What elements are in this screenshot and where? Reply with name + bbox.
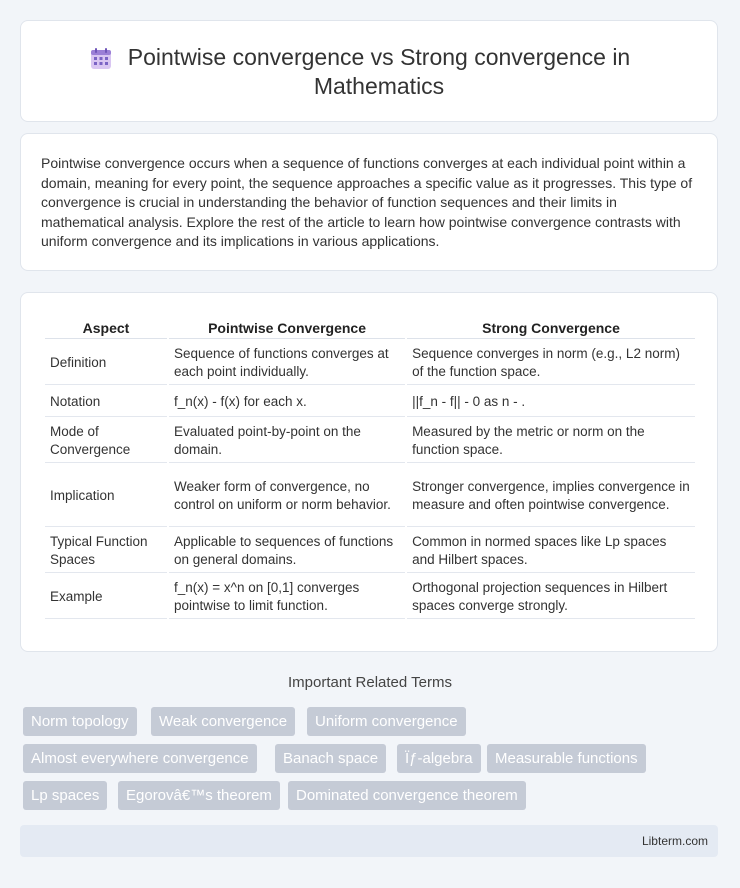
header-strong: Strong Convergence [407,317,695,339]
row-pointwise: f_n(x) - f(x) for each x. [169,387,405,417]
table-header-row [45,317,695,339]
table-row [45,575,695,619]
row-aspect: Implication [45,465,167,527]
row-pointwise: Evaluated point-by-point on the domain. [169,419,405,463]
footer-site-name[interactable]: Libterm.com [641,834,708,848]
intro-paragraph: Pointwise convergence occurs when a sequence of functions converges at each individual point within a domain, meaning for every point, the sequence approaches a specific value as it progresses. This type of convergence is crucial in understanding the behavior of function sequences and their limits in mathematical analysis. Explore the rest of the article to learn how pointwise convergence contrasts with uniform convergence and its implications in various applications. [41,155,693,249]
row-strong: ||f_n - f|| - 0 as n - . [407,387,695,417]
page-title-line-2: Mathematics [313,73,445,99]
table-row [45,465,695,527]
tag-norm-topology[interactable]: Norm topology [23,707,137,736]
tag-weak-convergence[interactable]: Weak convergence [151,707,295,736]
header-aspect: Aspect [45,317,167,339]
tag-measurable-functions[interactable]: Measurable functions [487,744,646,773]
row-pointwise: Sequence of functions converges at each point individually. [169,341,405,385]
comparison-table [43,315,697,621]
title-card [20,20,718,122]
row-pointwise: f_n(x) = x^n on [0,1] converges pointwise to limit function. [169,575,405,619]
page-title-line-1: Pointwise convergence vs Strong convergence in [127,44,631,70]
tag-sigma-algebra[interactable]: Ïƒ-algebra [397,744,481,773]
row-aspect: Typical Function Spaces [45,529,167,573]
comparison-table-card [20,292,718,652]
row-aspect: Definition [45,341,167,385]
row-pointwise: Applicable to sequences of functions on general domains. [169,529,405,573]
tag-egorov-theorem[interactable]: Egorovâ€™s theorem [118,781,280,810]
table-row [45,387,695,417]
row-strong: Measured by the metric or norm on the function space. [407,419,695,463]
footer [20,825,718,857]
page-title [81,43,677,101]
row-strong: Stronger convergence, implies convergence in measure and often pointwise convergence. [407,465,695,527]
related-terms-title: Important Related Terms [288,674,452,691]
row-aspect: Notation [45,387,167,417]
row-strong: Sequence converges in norm (e.g., L2 norm) of the function space. [407,341,695,385]
tag-dominated-convergence-theorem[interactable]: Dominated convergence theorem [288,781,526,810]
row-strong: Common in normed spaces like Lp spaces and Hilbert spaces. [407,529,695,573]
tag-almost-everywhere-convergence[interactable]: Almost everywhere convergence [23,744,257,773]
table-row [45,341,695,385]
header-pointwise: Pointwise Convergence [169,317,405,339]
tag-uniform-convergence[interactable]: Uniform convergence [307,707,466,736]
tag-lp-spaces[interactable]: Lp spaces [23,781,107,810]
row-aspect: Example [45,575,167,619]
row-strong: Orthogonal projection sequences in Hilbert spaces converge strongly. [407,575,695,619]
tag-banach-space[interactable]: Banach space [275,744,386,773]
table-row [45,529,695,573]
row-pointwise: Weaker form of convergence, no control on uniform or norm behavior. [169,465,405,527]
row-aspect: Mode of Convergence [45,419,167,463]
intro-card [20,133,718,271]
table-row [45,419,695,463]
